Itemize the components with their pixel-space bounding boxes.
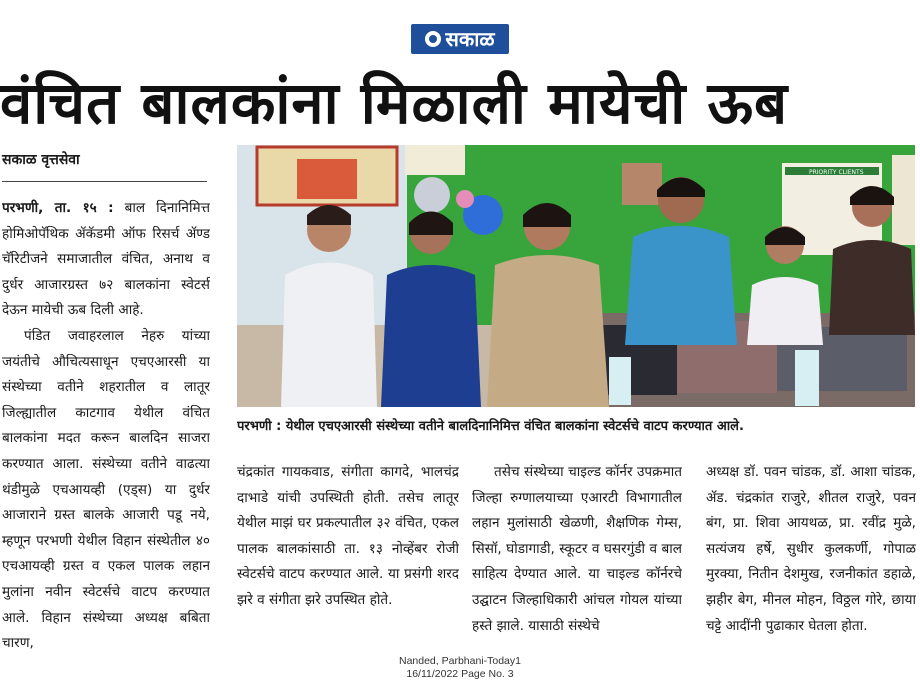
masthead-logo — [411, 24, 509, 54]
article-column-4-text: अध्यक्ष डॉ. पवन चांडक, डॉ. आशा चांडक, ॲड. चंद्रकांत राजुरे, शीतल राजुरे, पवन बंग, प्रा. शिवा आयथळ, प्रा. रवींद्र मुळे, सत्यंजय हर्षे, सुधीर कुलकर्णी, गोपाळ मुरक्या, नितीन देशमुख, रजनीकांत डहाळे, झहीर बेग, मीनल मोहन, विठ्ठल गोरे, छाया चट्टे आदींनी पुढाकार घेतला होता. — [706, 464, 916, 634]
photo-caption: परभणी : येथील एचएआरसी संस्थेच्या वतीने बालदिनानिमित्त वंचित बालकांना स्वेटर्सचे वाटप करण्यात आले. — [237, 419, 744, 434]
article-column-3 — [472, 460, 682, 665]
article-column-2 — [237, 460, 459, 665]
news-photo — [237, 145, 915, 407]
masthead-logo-text: सकाळ — [445, 27, 495, 51]
article-lead: परभणी, ता. १५ : — [2, 200, 114, 216]
headline: वंचित बालकांना मिळाली मायेची ऊब — [0, 69, 789, 137]
dateline: सकाळ वृत्तसेवा — [2, 152, 80, 168]
article-paragraph-2: पंडित जवाहरलाल नेहरु यांच्या जयंतीचे औचित्यसाधून एचएआरसी या संस्थेच्या वतीने शहरातील व लातूर जिल्ह्यातील काटगाव येथील वंचित बालकांना मदत करून बालदिन साजरा करण्यात आला. संस्थेच्या वतीने वाढत्या थंडीमुळे एचआयव्ही (एड्स) या दुर्धर आजाराने ग्रस्त बालके आजारी पडू नये, म्हणून परभणी येथील विहान संस्थेतील ४० एचआयव्ही ग्रस्त व एकल पालक लहान मुलांना नवीन स्वेटर्सचे वाटप करण्यात आले. विहान संस्थेच्या अध्यक्ष बबिता चारण, — [2, 327, 210, 652]
footer-date-page: 16/11/2022 Page No. 3 — [406, 668, 514, 680]
footer-edition: Nanded, Parbhani-Today1 — [398, 655, 521, 667]
article-column-2-text: चंद्रकांत गायकवाड, संगीता कागदे, भालचंद्र दाभाडे यांची उपस्थिती होती. तसेच लातूर येथील माझं घर प्रकल्पातील ३२ वंचित, एकल पालक बालकांसाठी ता. १३ नोव्हेंबर रोजी स्वेटर्सचे वाटप करण्यात आले. या प्रसंगी शरद झरे व संगीता झरे उपस्थित होते. — [237, 464, 459, 608]
article-column-1 — [2, 196, 210, 659]
article-paragraph-1 — [2, 196, 210, 324]
poster-sign-text: PRIORITY CLIENTS — [809, 169, 864, 176]
logo-emblem-icon — [425, 31, 441, 47]
article-paragraph-1-text: बाल दिनानिमित्त होमिओपॅथिक ॲकॅडमी ऑफ रिसर्च ॲण्ड चॅरिटीजने समाजातील वंचित, अनाथ व दुर्धर आजारग्रस्त ७२ बालकांना स्वेटर्स देऊन मायेची ऊब दिली आहे. — [2, 200, 210, 319]
article-column-3-text: तसेच संस्थेच्या चाइल्ड कॉर्नर उपक्रमात जिल्हा रुग्णालयाच्या एआरटी विभागातील लहान मुलांसाठी खेळणी, शैक्षणिक गेम्स, सिसॉ, घोडागाडी, स्कूटर व घसरगुंडी व बाल साहित्य देण्यात आले. या चाइल्ड कॉर्नरचे उद्घाटन जिल्हाधिकारी आंचल गोयल यांच्या हस्ते झाले. यासाठी संस्थेचे — [472, 464, 682, 634]
dateline-divider — [2, 181, 207, 182]
page-footer — [0, 655, 920, 681]
article-column-4 — [706, 460, 916, 665]
